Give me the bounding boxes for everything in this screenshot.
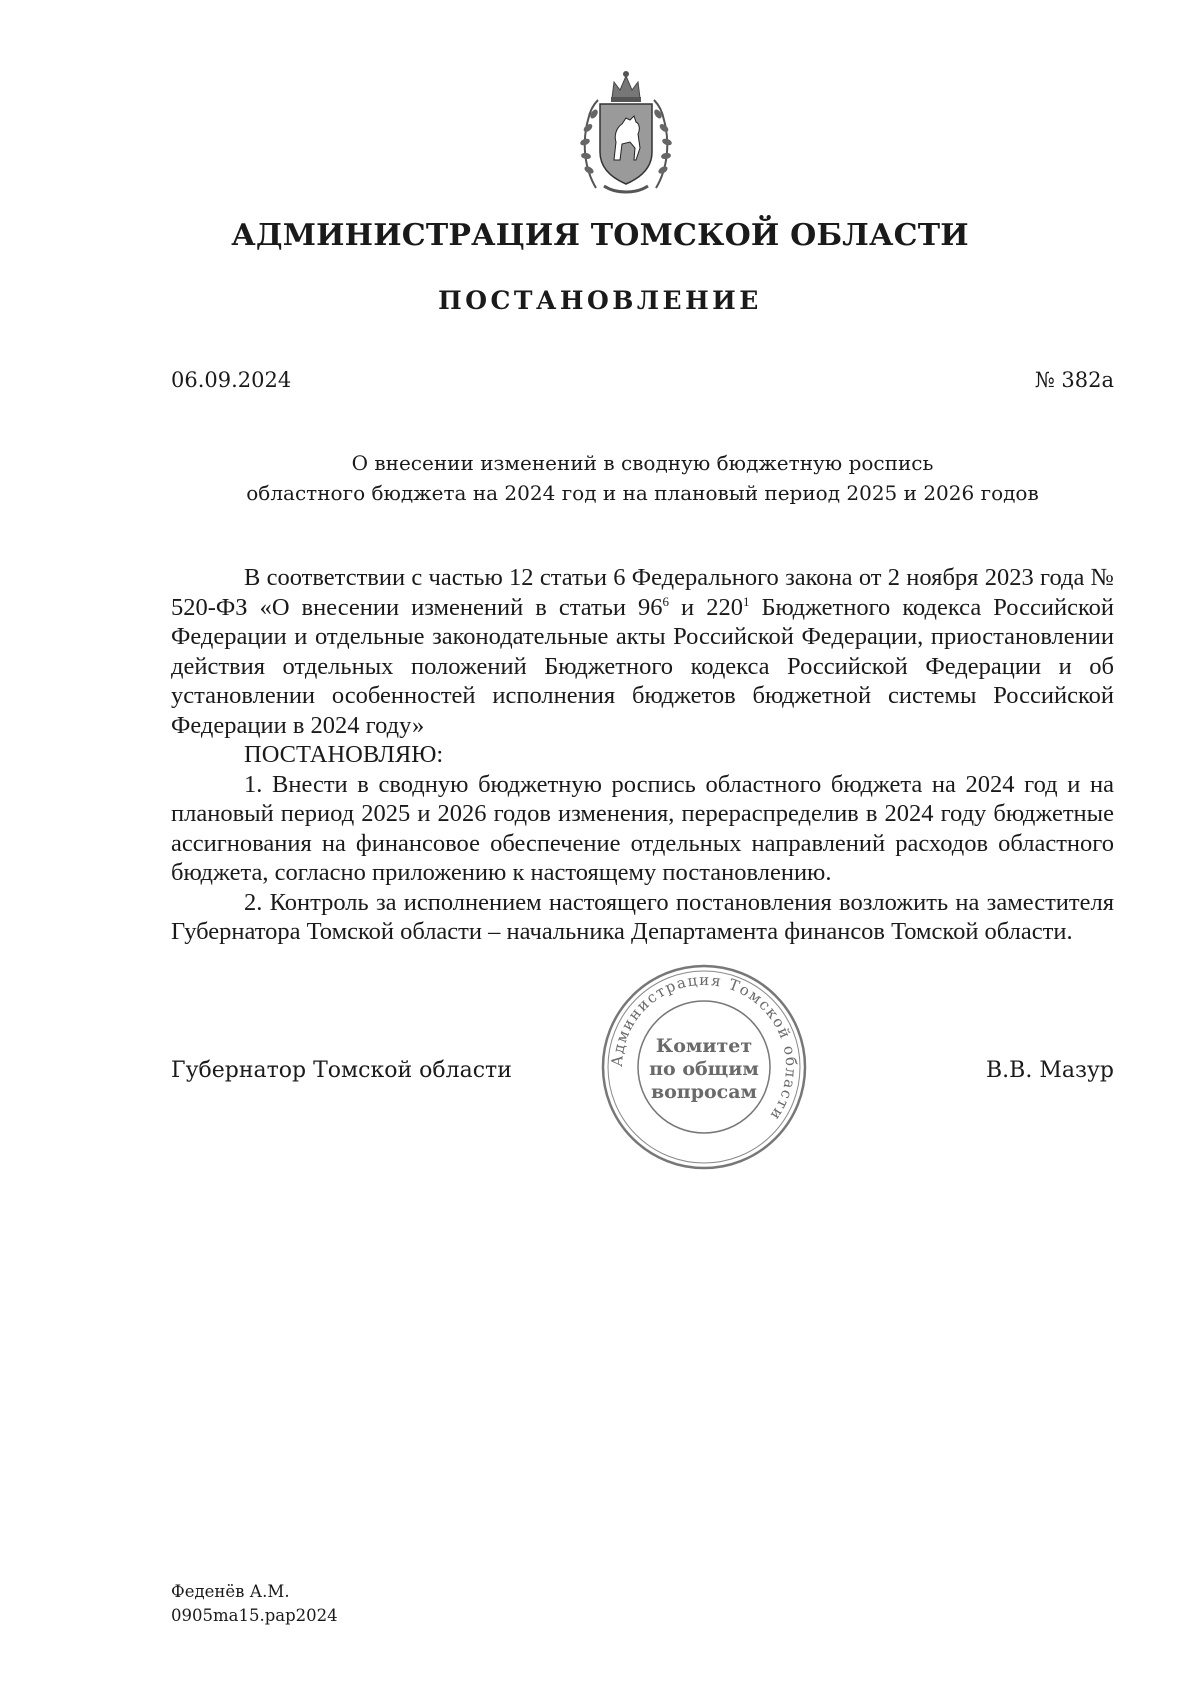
document-subject [171, 448, 1114, 508]
organization-title: АДМИНИСТРАЦИЯ ТОМСКОЙ ОБЛАСТИ [231, 218, 969, 253]
preamble-text-3: Бюджетного кодекса Российской Федерации и отдельные законодательные акты Российской Федерации, приостановлении действия отдельных положений Бюджетного кодекса Российской Федерации и об установлении особенностей исполнения бюджетов бюджетной системы Российской Федерации в 2024 году» [171, 593, 1114, 739]
document-body [171, 563, 1114, 947]
document-date: 06.09.2024 [171, 368, 292, 392]
seal-line-1: Комитет [655, 1035, 753, 1057]
document-type-title: ПОСТАНОВЛЕНИЕ [438, 286, 762, 315]
superscript-1: 6 [662, 593, 670, 609]
document-number: № 382а [1034, 368, 1114, 392]
seal-line-3: вопросам [650, 1081, 758, 1103]
seal-ring-text: Администрация Томской области [607, 970, 801, 1125]
signatory-name: В.В. Мазур [986, 1058, 1114, 1083]
coat-of-arms-emblem [578, 68, 674, 200]
superscript-2: 1 [742, 593, 750, 609]
executor-name: Феденёв А.М. [171, 1582, 290, 1601]
file-reference: 0905ma15.pap2024 [171, 1606, 338, 1625]
preamble-text-2: и 220 [669, 593, 743, 621]
decree-word: ПОСТАНОВЛЯЮ: [244, 741, 444, 768]
subject-line-2: областного бюджета на 2024 год и на плановый период 2025 и 2026 годов [246, 481, 1039, 505]
official-seal-stamp [599, 962, 809, 1172]
item-2-paragraph: 2. Контроль за исполнением настоящего постановления возложить на заместителя Губернатора Томской области – начальника Департамента финансов Томской области. [171, 888, 1114, 945]
preamble-text-1: В соответствии с частью 12 статьи 6 Федерального закона от 2 ноября 2023 года № 520-ФЗ «О внесении изменений в статьи 96 [171, 564, 1114, 621]
seal-line-2: по общим [649, 1058, 759, 1080]
item-1-paragraph: 1. Внести в сводную бюджетную роспись областного бюджета на 2024 год и на плановый период 2025 и 2026 годов изменения, перераспределив в 2024 году бюджетные ассигнования на финансовое обеспечение отдельных направлений расходов областного бюджета, согласно приложению к настоящему постановлению. [171, 770, 1114, 886]
signatory-title: Губернатор Томской области [171, 1058, 512, 1083]
preamble-paragraph [171, 563, 1114, 740]
subject-line-1: О внесении изменений в сводную бюджетную роспись [351, 451, 934, 475]
